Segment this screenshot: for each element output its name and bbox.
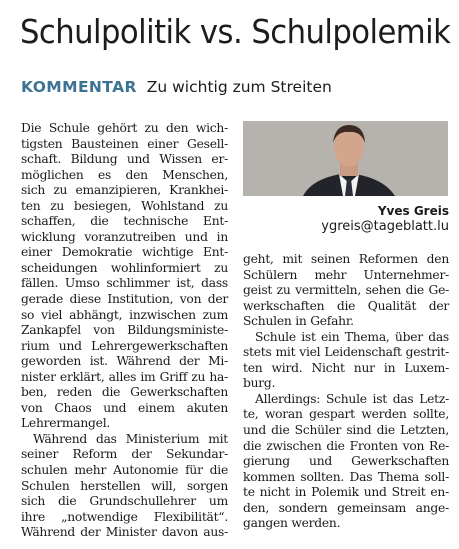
text-line: rium und Lehrergewerkschaften [21,338,228,353]
text-line: Lehrermangel. [21,416,111,431]
text-line: Schulen herstellen will, sorgen [21,478,228,493]
text-line: Schülern mehr Unternehmer- [243,267,449,282]
text-line: ben, reden die Gewerkschaften [21,385,228,400]
article-column-2 [243,252,449,532]
text-line: möglichen es den Menschen, [21,167,228,182]
author-email: ygreis@tageblatt.lu [321,219,449,234]
text-line: die zwischen die Fronten von Re- [243,438,449,453]
text-line: geht, mit seinen Reformen den [243,252,449,266]
text-line: so viel abhängt, inzwischen zum [21,307,228,322]
text-line: einer Demokratie wichtige Ent- [21,245,228,260]
text-line: seiner Reform der Sekundar- [21,447,228,462]
article-column-1 [21,121,228,541]
text-line: gerade diese Institution, von der [21,292,228,307]
text-line: sich zu emanzipieren, Krankhei- [21,183,228,198]
text-line: Schule ist ein Thema, über das [255,329,449,344]
text-line: nister erklärt, alles im Griff zu ha- [21,369,228,384]
text-line: und die Schüler sind die Letzten, [243,423,449,438]
text-line: Während das Ministerium mit [33,431,228,446]
text-line: von Chaos und einem akuten [21,400,228,415]
text-line: schaffen, die technische Ent- [21,214,228,229]
subheadline: Zu wichtig zum Streiten [146,78,332,96]
text-line: sich die Grundschullehrer um [21,494,228,509]
text-line: den, sondern gemeinsam ange- [243,500,449,515]
text-line: Die Schule gehört zu den wich- [21,121,228,135]
text-line: te, woran gespart werden sollte, [243,407,449,422]
text-line: ten zu besiegen, Wohlstand zu [21,198,228,213]
text-line: burg. [243,376,276,391]
text-line: ihre „notwendige Flexibilität“. [21,509,228,524]
kicker-row [21,78,332,96]
kicker-label: KOMMENTAR [21,78,137,96]
text-line: kommen sollten. Das Thema soll- [243,469,449,484]
text-line: schaft. Bildung und Wissen er- [21,152,228,167]
text-line: schulen mehr Autonomie für die [21,463,228,478]
text-line: stets mit viel Leidenschaft gestrit- [243,345,449,360]
text-line: Schulen in Gefahr. [243,314,354,329]
text-line: fällen. Umso schlimmer ist, dass [21,276,228,291]
text-line: werkschaften die Qualität der [243,298,449,313]
headline: Schulpolitik vs. Schulpolemik [20,12,451,51]
text-line: gierung und Gewerkschaften [243,454,449,469]
text-line: te nicht in Polemik und Streit en- [243,485,449,500]
text-line: geist zu vermitteln, sehen die Ge- [243,283,449,298]
author-name: Yves Greis [377,204,449,218]
text-line: Allerdings: Schule ist das Letz- [255,391,449,406]
text-line: wicklung voranzutreiben und in [21,229,228,244]
text-line: scheidungen wohlinformiert zu [21,260,228,275]
text-line: geworden ist. Während der Mi- [21,354,228,369]
author-photo [243,121,448,196]
text-line: Während der Minister davon aus- [21,525,228,540]
text-line: ten wird. Nicht nur in Luxem- [243,360,449,375]
text-line: Zankapfel von Bildungsministe- [21,323,228,338]
text-line: tigsten Bausteinen einer Gesell- [21,136,228,151]
text-line: gangen werden. [243,516,341,531]
author-portrait-image [243,121,448,196]
